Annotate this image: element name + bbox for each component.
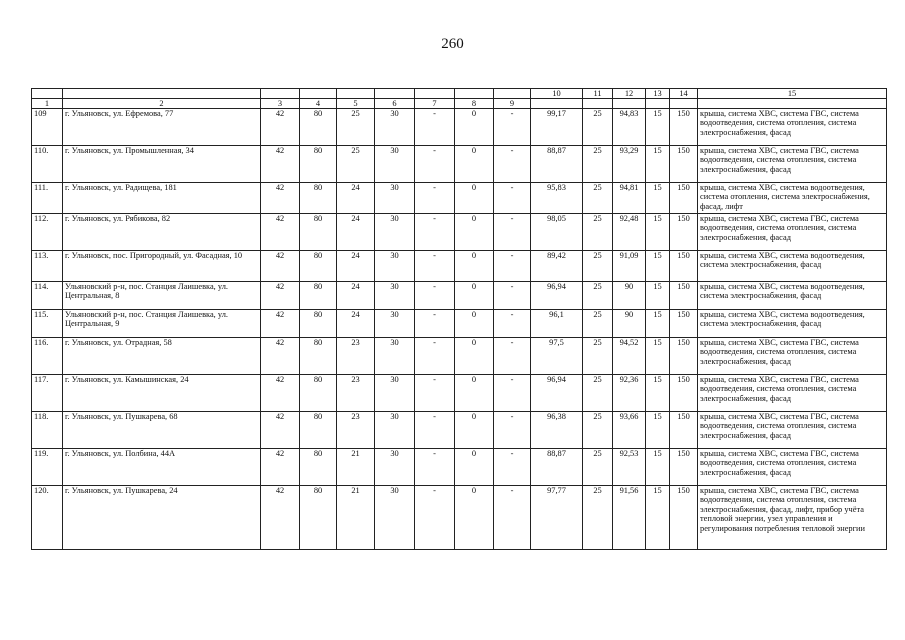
header-col-4: 4 bbox=[300, 99, 337, 109]
address-cell: г. Ульяновск, ул. Пушкарева, 24 bbox=[63, 486, 261, 550]
header-top-4 bbox=[300, 89, 337, 99]
value-cell-c4: 80 bbox=[300, 183, 337, 214]
value-cell-c4: 80 bbox=[300, 251, 337, 282]
value-cell-c10: 96,94 bbox=[531, 375, 583, 412]
value-cell-c11: 25 bbox=[583, 214, 613, 251]
header-top-2 bbox=[63, 89, 261, 99]
header-col-15 bbox=[698, 99, 887, 109]
page-number: 260 bbox=[441, 36, 464, 52]
table-row bbox=[32, 375, 887, 412]
value-cell-c7: - bbox=[415, 449, 455, 486]
value-cell-c6: 30 bbox=[375, 282, 415, 310]
header-top-15: 15 bbox=[698, 89, 887, 99]
value-cell-c10: 88,87 bbox=[531, 449, 583, 486]
header-top-13: 13 bbox=[646, 89, 670, 99]
header-top-7 bbox=[415, 89, 455, 99]
works-cell: крыша, система ХВС, система ГВС, система водоотведения, система отопления, система электроснабжения, фасад bbox=[698, 109, 887, 146]
value-cell-c12: 90 bbox=[613, 282, 646, 310]
table-row bbox=[32, 412, 887, 449]
value-cell-c4: 80 bbox=[300, 310, 337, 338]
header-top-5 bbox=[337, 89, 375, 99]
works-cell: крыша, система ХВС, система ГВС, система водоотведения, система отопления, система электроснабжения, фасад bbox=[698, 146, 887, 183]
header-col-9: 9 bbox=[494, 99, 531, 109]
header-top-12: 12 bbox=[613, 89, 646, 99]
address-cell: г. Ульяновск, ул. Камышинская, 24 bbox=[63, 375, 261, 412]
value-cell-c5: 21 bbox=[337, 449, 375, 486]
value-cell-c8: 0 bbox=[455, 109, 494, 146]
value-cell-c9: - bbox=[494, 146, 531, 183]
table-row bbox=[32, 146, 887, 183]
value-cell-c6: 30 bbox=[375, 251, 415, 282]
value-cell-c11: 25 bbox=[583, 251, 613, 282]
value-cell-c11: 25 bbox=[583, 282, 613, 310]
value-cell-c9: - bbox=[494, 183, 531, 214]
value-cell-c7: - bbox=[415, 251, 455, 282]
row-number: 116. bbox=[32, 338, 63, 375]
value-cell-c8: 0 bbox=[455, 338, 494, 375]
header-top-11: 11 bbox=[583, 89, 613, 99]
value-cell-c5: 23 bbox=[337, 338, 375, 375]
value-cell-c10: 96,1 bbox=[531, 310, 583, 338]
value-cell-c14: 150 bbox=[670, 282, 698, 310]
row-number: 111. bbox=[32, 183, 63, 214]
value-cell-c14: 150 bbox=[670, 310, 698, 338]
table-row bbox=[32, 282, 887, 310]
value-cell-c3: 42 bbox=[261, 338, 300, 375]
value-cell-c9: - bbox=[494, 449, 531, 486]
address-cell: Ульяновский р-н, пос. Станция Лаишевка, ул. Центральная, 8 bbox=[63, 282, 261, 310]
value-cell-c14: 150 bbox=[670, 214, 698, 251]
row-number: 117. bbox=[32, 375, 63, 412]
value-cell-c6: 30 bbox=[375, 183, 415, 214]
header-col-14 bbox=[670, 99, 698, 109]
value-cell-c11: 25 bbox=[583, 109, 613, 146]
works-cell: крыша, система ХВС, система ГВС, система водоотведения, система отопления, система электроснабжения, фасад bbox=[698, 412, 887, 449]
value-cell-c8: 0 bbox=[455, 449, 494, 486]
header-top-9 bbox=[494, 89, 531, 99]
header-top-6 bbox=[375, 89, 415, 99]
value-cell-c10: 97,5 bbox=[531, 338, 583, 375]
value-cell-c8: 0 bbox=[455, 214, 494, 251]
header-top-8 bbox=[455, 89, 494, 99]
value-cell-c12: 92,53 bbox=[613, 449, 646, 486]
works-cell: крыша, система ХВС, система водоотведения, система электроснабжения, фасад bbox=[698, 251, 887, 282]
value-cell-c11: 25 bbox=[583, 449, 613, 486]
value-cell-c11: 25 bbox=[583, 375, 613, 412]
value-cell-c3: 42 bbox=[261, 486, 300, 550]
table-row bbox=[32, 449, 887, 486]
header-top-1 bbox=[32, 89, 63, 99]
value-cell-c11: 25 bbox=[583, 412, 613, 449]
value-cell-c4: 80 bbox=[300, 109, 337, 146]
value-cell-c11: 25 bbox=[583, 183, 613, 214]
value-cell-c10: 96,94 bbox=[531, 282, 583, 310]
value-cell-c9: - bbox=[494, 282, 531, 310]
value-cell-c3: 42 bbox=[261, 109, 300, 146]
table-row bbox=[32, 486, 887, 550]
value-cell-c12: 90 bbox=[613, 310, 646, 338]
value-cell-c13: 15 bbox=[646, 146, 670, 183]
value-cell-c4: 80 bbox=[300, 412, 337, 449]
table-row bbox=[32, 251, 887, 282]
value-cell-c7: - bbox=[415, 338, 455, 375]
value-cell-c11: 25 bbox=[583, 486, 613, 550]
value-cell-c7: - bbox=[415, 412, 455, 449]
value-cell-c13: 15 bbox=[646, 109, 670, 146]
works-cell: крыша, система ХВС, система водоотведения, система отопления, система электроснабжения, фасад, лифт bbox=[698, 183, 887, 214]
address-cell: г. Ульяновск, ул. Рябикова, 82 bbox=[63, 214, 261, 251]
value-cell-c9: - bbox=[494, 338, 531, 375]
value-cell-c9: - bbox=[494, 375, 531, 412]
value-cell-c11: 25 bbox=[583, 338, 613, 375]
value-cell-c4: 80 bbox=[300, 338, 337, 375]
value-cell-c12: 91,09 bbox=[613, 251, 646, 282]
value-cell-c13: 15 bbox=[646, 310, 670, 338]
value-cell-c12: 93,66 bbox=[613, 412, 646, 449]
value-cell-c7: - bbox=[415, 310, 455, 338]
row-number: 119. bbox=[32, 449, 63, 486]
header-col-13 bbox=[646, 99, 670, 109]
value-cell-c8: 0 bbox=[455, 146, 494, 183]
value-cell-c10: 89,42 bbox=[531, 251, 583, 282]
value-cell-c6: 30 bbox=[375, 486, 415, 550]
value-cell-c14: 150 bbox=[670, 338, 698, 375]
row-number: 110. bbox=[32, 146, 63, 183]
value-cell-c8: 0 bbox=[455, 310, 494, 338]
value-cell-c14: 150 bbox=[670, 449, 698, 486]
value-cell-c13: 15 bbox=[646, 214, 670, 251]
value-cell-c12: 91,56 bbox=[613, 486, 646, 550]
value-cell-c6: 30 bbox=[375, 412, 415, 449]
value-cell-c3: 42 bbox=[261, 375, 300, 412]
value-cell-c4: 80 bbox=[300, 375, 337, 412]
header-top-14: 14 bbox=[670, 89, 698, 99]
value-cell-c6: 30 bbox=[375, 146, 415, 183]
header-col-5: 5 bbox=[337, 99, 375, 109]
row-number: 114. bbox=[32, 282, 63, 310]
value-cell-c11: 25 bbox=[583, 146, 613, 183]
value-cell-c9: - bbox=[494, 251, 531, 282]
value-cell-c14: 150 bbox=[670, 251, 698, 282]
address-cell: г. Ульяновск, ул. Полбина, 44А bbox=[63, 449, 261, 486]
value-cell-c5: 25 bbox=[337, 146, 375, 183]
row-number: 112. bbox=[32, 214, 63, 251]
row-number: 113. bbox=[32, 251, 63, 282]
value-cell-c10: 96,38 bbox=[531, 412, 583, 449]
value-cell-c5: 24 bbox=[337, 251, 375, 282]
capital-repair-table bbox=[31, 88, 887, 550]
value-cell-c7: - bbox=[415, 214, 455, 251]
header-col-8: 8 bbox=[455, 99, 494, 109]
header-col-12 bbox=[613, 99, 646, 109]
header-col-11 bbox=[583, 99, 613, 109]
value-cell-c3: 42 bbox=[261, 412, 300, 449]
header-col-6: 6 bbox=[375, 99, 415, 109]
value-cell-c10: 99,17 bbox=[531, 109, 583, 146]
address-cell: г. Ульяновск, ул. Отрадная, 58 bbox=[63, 338, 261, 375]
address-cell: г. Ульяновск, ул. Радищева, 181 bbox=[63, 183, 261, 214]
value-cell-c4: 80 bbox=[300, 282, 337, 310]
header-col-10 bbox=[531, 99, 583, 109]
value-cell-c6: 30 bbox=[375, 375, 415, 412]
works-cell: крыша, система ХВС, система ГВС, система водоотведения, система отопления, система электроснабжения, фасад bbox=[698, 214, 887, 251]
value-cell-c7: - bbox=[415, 109, 455, 146]
value-cell-c7: - bbox=[415, 183, 455, 214]
value-cell-c9: - bbox=[494, 214, 531, 251]
value-cell-c3: 42 bbox=[261, 282, 300, 310]
value-cell-c10: 97,77 bbox=[531, 486, 583, 550]
value-cell-c4: 80 bbox=[300, 486, 337, 550]
row-number: 118. bbox=[32, 412, 63, 449]
value-cell-c9: - bbox=[494, 109, 531, 146]
header-col-2: 2 bbox=[63, 99, 261, 109]
address-cell: Ульяновский р-н, пос. Станция Лаишевка, ул. Центральная, 9 bbox=[63, 310, 261, 338]
address-cell: г. Ульяновск, ул. Пушкарева, 68 bbox=[63, 412, 261, 449]
value-cell-c6: 30 bbox=[375, 338, 415, 375]
value-cell-c3: 42 bbox=[261, 310, 300, 338]
value-cell-c14: 150 bbox=[670, 109, 698, 146]
value-cell-c12: 94,81 bbox=[613, 183, 646, 214]
header-top-10: 10 bbox=[531, 89, 583, 99]
value-cell-c4: 80 bbox=[300, 146, 337, 183]
address-cell: г. Ульяновск, ул. Ефремова, 77 bbox=[63, 109, 261, 146]
works-cell: крыша, система ХВС, система ГВС, система водоотведения, система отопления, система электроснабжения, фасад bbox=[698, 449, 887, 486]
value-cell-c14: 150 bbox=[670, 146, 698, 183]
header-top-3 bbox=[261, 89, 300, 99]
row-number: 109 bbox=[32, 109, 63, 146]
value-cell-c5: 25 bbox=[337, 109, 375, 146]
table-row bbox=[32, 310, 887, 338]
works-cell: крыша, система ХВС, система водоотведения, система электроснабжения, фасад bbox=[698, 282, 887, 310]
works-cell: крыша, система ХВС, система ГВС, система водоотведения, система отопления, система электроснабжения, фасад bbox=[698, 375, 887, 412]
value-cell-c10: 98,05 bbox=[531, 214, 583, 251]
value-cell-c7: - bbox=[415, 146, 455, 183]
table-row bbox=[32, 338, 887, 375]
value-cell-c3: 42 bbox=[261, 251, 300, 282]
address-cell: г. Ульяновск, пос. Пригородный, ул. Фасадная, 10 bbox=[63, 251, 261, 282]
value-cell-c3: 42 bbox=[261, 214, 300, 251]
value-cell-c8: 0 bbox=[455, 251, 494, 282]
value-cell-c8: 0 bbox=[455, 486, 494, 550]
value-cell-c14: 150 bbox=[670, 183, 698, 214]
value-cell-c3: 42 bbox=[261, 183, 300, 214]
value-cell-c12: 93,29 bbox=[613, 146, 646, 183]
value-cell-c12: 94,83 bbox=[613, 109, 646, 146]
value-cell-c7: - bbox=[415, 486, 455, 550]
value-cell-c12: 94,52 bbox=[613, 338, 646, 375]
header-col-7: 7 bbox=[415, 99, 455, 109]
value-cell-c14: 150 bbox=[670, 486, 698, 550]
value-cell-c12: 92,48 bbox=[613, 214, 646, 251]
value-cell-c12: 92,36 bbox=[613, 375, 646, 412]
value-cell-c13: 15 bbox=[646, 449, 670, 486]
header-row bbox=[32, 99, 887, 109]
value-cell-c5: 24 bbox=[337, 214, 375, 251]
value-cell-c5: 23 bbox=[337, 375, 375, 412]
value-cell-c3: 42 bbox=[261, 449, 300, 486]
value-cell-c13: 15 bbox=[646, 375, 670, 412]
value-cell-c14: 150 bbox=[670, 412, 698, 449]
value-cell-c11: 25 bbox=[583, 310, 613, 338]
row-number: 115. bbox=[32, 310, 63, 338]
value-cell-c14: 150 bbox=[670, 375, 698, 412]
value-cell-c10: 88,87 bbox=[531, 146, 583, 183]
value-cell-c9: - bbox=[494, 412, 531, 449]
value-cell-c5: 24 bbox=[337, 183, 375, 214]
value-cell-c13: 15 bbox=[646, 412, 670, 449]
value-cell-c8: 0 bbox=[455, 412, 494, 449]
works-cell: крыша, система ХВС, система ГВС, система водоотведения, система отопления, система электроснабжения, фасад bbox=[698, 338, 887, 375]
value-cell-c8: 0 bbox=[455, 375, 494, 412]
works-cell: крыша, система ХВС, система водоотведения, система электроснабжения, фасад bbox=[698, 310, 887, 338]
header-col-3: 3 bbox=[261, 99, 300, 109]
value-cell-c13: 15 bbox=[646, 486, 670, 550]
row-number: 120. bbox=[32, 486, 63, 550]
value-cell-c9: - bbox=[494, 486, 531, 550]
table-row bbox=[32, 109, 887, 146]
value-cell-c4: 80 bbox=[300, 214, 337, 251]
value-cell-c5: 24 bbox=[337, 310, 375, 338]
value-cell-c3: 42 bbox=[261, 146, 300, 183]
table-row bbox=[32, 183, 887, 214]
value-cell-c6: 30 bbox=[375, 310, 415, 338]
value-cell-c6: 30 bbox=[375, 214, 415, 251]
value-cell-c13: 15 bbox=[646, 338, 670, 375]
value-cell-c5: 24 bbox=[337, 282, 375, 310]
value-cell-c6: 30 bbox=[375, 109, 415, 146]
address-cell: г. Ульяновск, ул. Промышленная, 34 bbox=[63, 146, 261, 183]
header-row-top bbox=[32, 89, 887, 99]
value-cell-c13: 15 bbox=[646, 251, 670, 282]
value-cell-c13: 15 bbox=[646, 183, 670, 214]
value-cell-c7: - bbox=[415, 375, 455, 412]
value-cell-c5: 21 bbox=[337, 486, 375, 550]
table-row bbox=[32, 214, 887, 251]
value-cell-c8: 0 bbox=[455, 282, 494, 310]
value-cell-c6: 30 bbox=[375, 449, 415, 486]
works-cell: крыша, система ХВС, система ГВС, система водоотведения, система отопления, система электроснабжения, фасад, лифт, прибор учёта тепловой энергии, узел управления и регулирования потребления тепловой энергии bbox=[698, 486, 887, 550]
value-cell-c9: - bbox=[494, 310, 531, 338]
value-cell-c7: - bbox=[415, 282, 455, 310]
value-cell-c4: 80 bbox=[300, 449, 337, 486]
value-cell-c5: 23 bbox=[337, 412, 375, 449]
value-cell-c13: 15 bbox=[646, 282, 670, 310]
header-col-1: 1 bbox=[32, 99, 63, 109]
value-cell-c8: 0 bbox=[455, 183, 494, 214]
value-cell-c10: 95,83 bbox=[531, 183, 583, 214]
